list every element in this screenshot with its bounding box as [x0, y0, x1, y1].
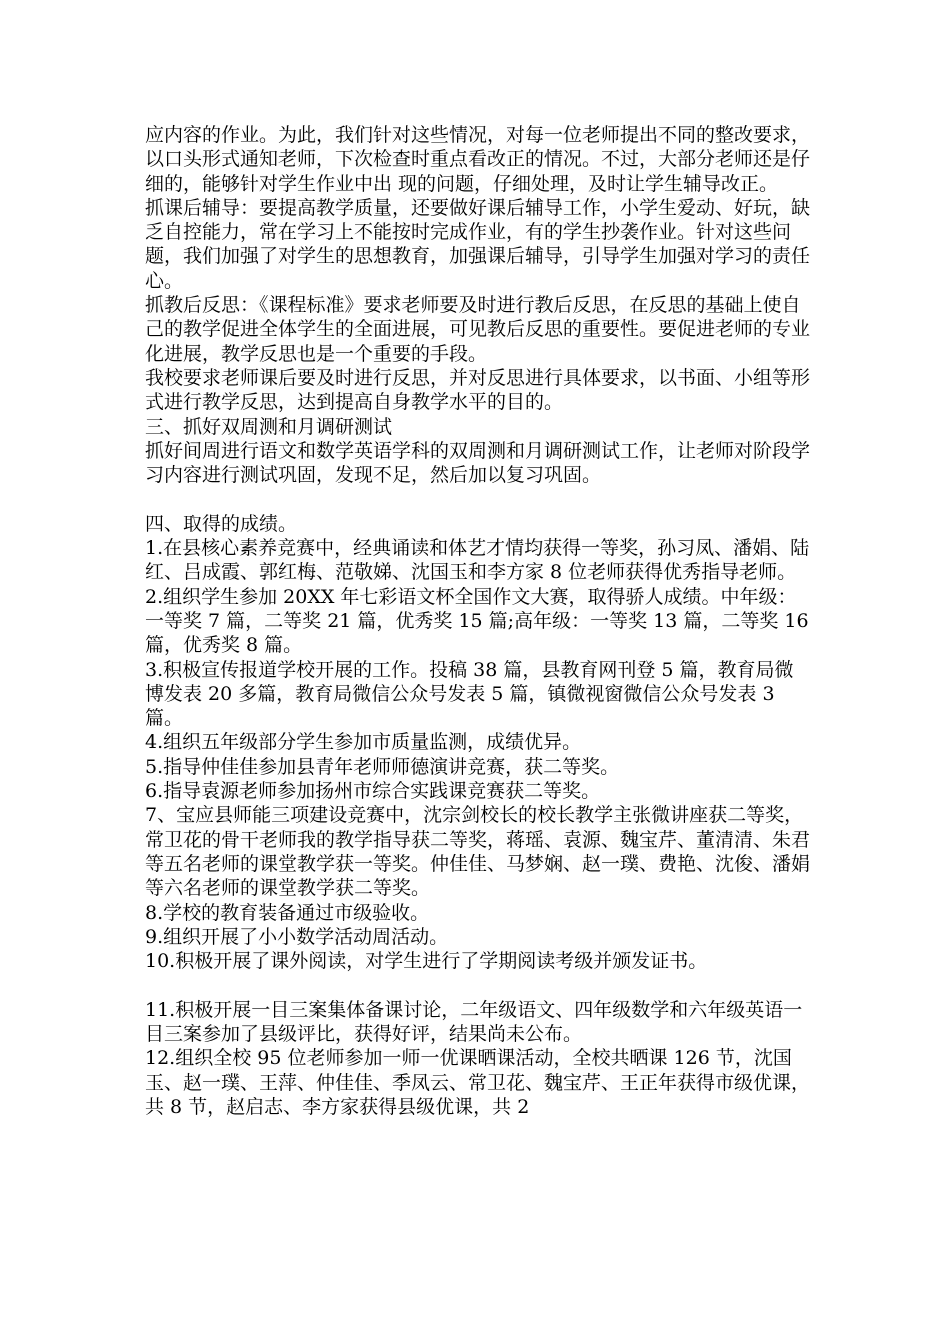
- list-item-achievement-8: 8.学校的教育装备通过市级验收。: [145, 901, 430, 924]
- section-heading-three: 三、抓好双周测和月调研测试: [145, 415, 393, 438]
- paragraph-teaching-reflection: 抓教后反思：《课程标准》要求老师要及时进行教后反思，在反思的基础上使自己的教学促进全体学生的全面进展，可见教后反思的重要性。要促进老师的专业化进展，教学反思也是一个重要的手段。: [145, 294, 811, 365]
- paragraph-homework-correction: 应内容的作业。为此，我们针对这些情况，对每一位老师提出不同的整改要求，以口头形式通知老师，下次检查时重点看改正的情况。不过，大部分老师还是仔细的，能够针对学生作业中出 现的问题，仔细处理，及时让学生辅导改正。: [145, 124, 811, 195]
- list-item-achievement-3: 3.积极宣传报道学校开展的工作。投稿 38 篇，县教育网刊登 5 篇，教育局微博发表 20 多篇，教育局微信公众号发表 5 篇，镇微视窗微信公众号发表 3 篇。: [145, 658, 794, 730]
- paragraph-reflection-requirements: 我校要求老师课后要及时进行反思，并对反思进行具体要求，以书面、小组等形式进行教学反思，达到提高自身教学水平的目的。: [145, 366, 811, 414]
- document-page: [145, 123, 810, 1119]
- list-item-achievement-9: 9.组织开展了小小数学活动周活动。: [145, 925, 449, 948]
- paragraph-biweekly-tests: 抓好间周进行语文和数学英语学科的双周测和月调研测试工作，让老师对阶段学习内容进行测试巩固，发现不足，然后加以复习巩固。: [145, 439, 811, 487]
- list-item-achievement-2: 2.组织学生参加 20XX 年七彩语文杯全国作文大赛，取得骄人成绩。中年级：一等奖 7 篇，二等奖 21 篇，优秀奖 15 篇;高年级：一等奖 13 篇，二等奖 16 篇，优秀奖 8 篇。: [145, 585, 809, 657]
- list-item-achievement-5: 5.指导仲佳佳参加县青年老师师德演讲竞赛，获二等奖。: [145, 755, 620, 778]
- blank-line: [145, 973, 810, 997]
- list-item-achievement-11: 11.积极开展一目三案集体备课讨论，二年级语文、四年级数学和六年级英语一目三案参加了县级评比，获得好评，结果尚未公布。: [145, 998, 803, 1045]
- list-item-achievement-12: 12.组织全校 95 位老师参加一师一优课晒课活动，全校共晒课 126 节，沈国玉、赵一璞、王萍、仲佳佳、季凤云、常卫花、魏宝芹、王正年获得市级优课，共 8 节，赵启志、李方家获得县级优课，共 2: [145, 1047, 811, 1118]
- list-item-achievement-7: 7、宝应县师能三项建设竞赛中，沈宗剑校长的校长教学主张微讲座获二等奖，常卫花的骨干老师我的教学指导获二等奖，蒋瑶、袁源、魏宝芹、董清清、朱君等五名老师的课堂教学获一等奖。仲佳佳、马梦娴、赵一璞、费艳、沈俊、潘娟等六名老师的课堂教学获二等奖。: [145, 804, 811, 900]
- list-item-achievement-4: 4.组织五年级部分学生参加市质量监测，成绩优异。: [145, 731, 582, 754]
- list-item-achievement-6: 6.指导袁源老师参加扬州市综合实践课竞赛获二等奖。: [145, 780, 601, 803]
- paragraph-after-class-tutoring: 抓课后辅导：要提高教学质量，还要做好课后辅导工作，小学生爱动、好玩，缺乏自控能力，常在学习上不能按时完成作业，有的学生抄袭作业。针对这些问题，我们加强了对学生的思想教育，加强课后辅导，引导学生加强对学习的责任心。: [145, 196, 811, 292]
- list-item-achievement-1: 1.在县核心素养竞赛中，经典诵读和体艺才情均获得一等奖，孙习凤、潘娟、陆红、吕成霞、郭红梅、范敬娣、沈国玉和李方家 8 位老师获得优秀指导老师。: [145, 537, 810, 584]
- blank-line: [145, 487, 810, 511]
- section-heading-four: 四、取得的成绩。: [145, 512, 298, 535]
- list-item-achievement-10: 10.积极开展了课外阅读，对学生进行了学期阅读考级并颁发证书。: [145, 950, 708, 973]
